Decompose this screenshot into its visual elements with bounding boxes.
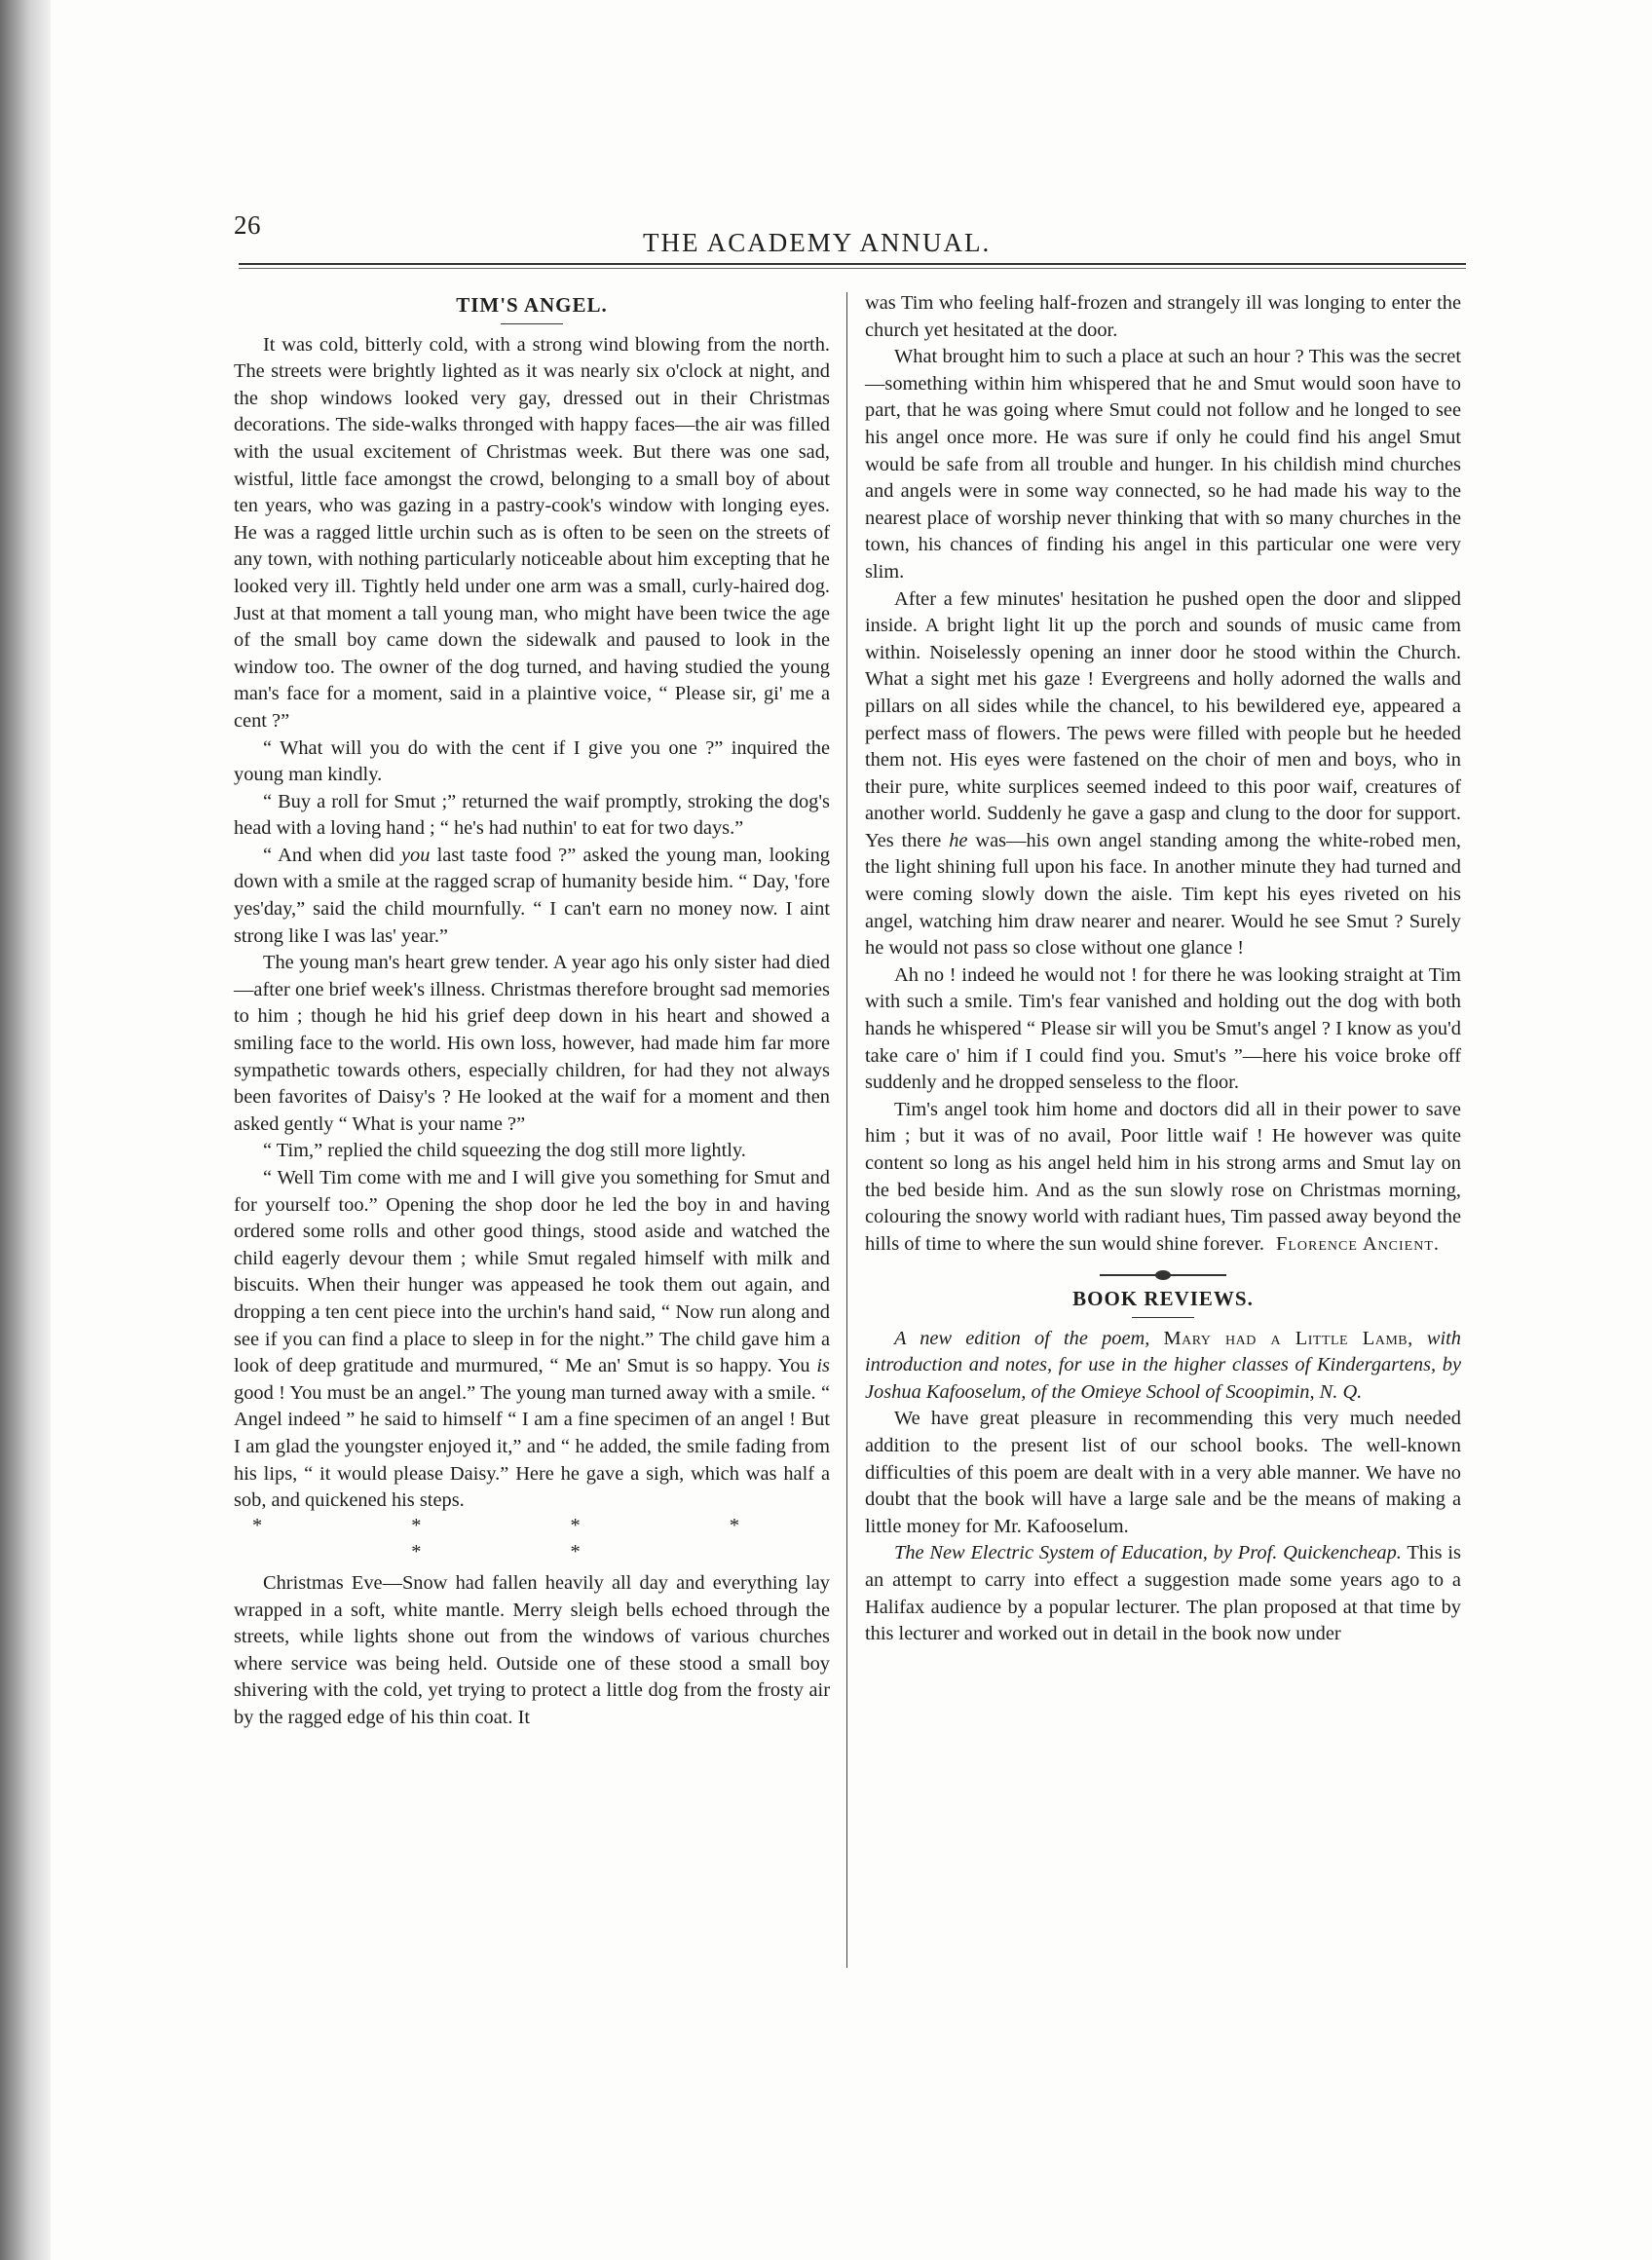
- scan-binding-edge: [0, 0, 51, 2260]
- story-title: TIM'S ANGEL.: [456, 293, 608, 317]
- review-paragraph: We have great pleasure in recommending this very much needed addition to the present list of our school books. The well-known difficulties of this poem are dealt with in a very able manner. We have no doubt that the book will have a large sale and be the means of making a little money for Mr. Kafooselum.: [865, 1408, 1461, 1537]
- story-paragraph: What brought him to such a place at such an hour ? This was the secret—something within him whispered that he and Smut would soon have to part, that he was going where Smut could not follow and he longed to see his angel once more. He was sure if only he could find his angel Smut would be safe from all trouble and hunger. In his childish mind churches and angels were in some way connected, so he had made his way to the nearest place of worship never thinking that with so many churches in the town, his chances of finding his angel in this particular one were very slim.: [865, 346, 1461, 583]
- text-run: good ! You must be an angel.” The young man turned away with a smile. “ Angel indeed ” he said to himself “ I am a fine specimen of an angel ! But I am glad the youngster enjoyed it,” and “ he added, the smile fading from his lips, “ it would please Daisy.” Here he gave a sigh, which was half a sob, and quickened his steps.: [234, 1381, 830, 1512]
- story-paragraph: [234, 843, 830, 950]
- story-paragraph-continued: was Tim who feeling half-frozen and strangely ill was longing to enter the church yet hesitated at the door.: [865, 292, 1461, 341]
- text-run: “ Well Tim come with me and I will give you something for Smut and for yourself too.” Opening the shop door he led the boy in and having ordered some rolls and other good things, stood aside and watched the child eagerly devour them ; while Smut regaled himself with milk and biscuits. When their hunger was appeased he took them out again, and dropping a ten cent piece into the urchin's hand said, “ Now run along and see if you can find a place to sleep in for the night.” The child gave him a look of deep gratitude and murmured, “ Me an' Smut is so happy. You: [234, 1167, 830, 1377]
- title-rule: [501, 323, 563, 324]
- story-paragraph: It was cold, bitterly cold, with a strong wind blowing from the north. The streets were brightly lighted as it was nearly six o'clock at night, and the shop windows looked very gay, dressed out in their Christmas decorations. The side-walks thronged with happy faces—the air was filled with the usual excitement of Christmas week. But there was one sad, wistful, little face amongst the crowd, belonging to a small boy of about ten years, who was gazing in a pastry-cook's window with longing eyes. He was a ragged little urchin such as is often to be seen on the streets of any town, with nothing particularly noticeable about him excepting that he looked very ill. Tightly held under one arm was a small, curly-haired dog. Just at that moment a tall young man, who might have been twice the age of the small boy came down the sidewalk and paused to look in the window too. The owner of the dog turned, and having studied the young man's face for a moment, said in a plaintive voice, “ Please sir, gi' me a cent ?”: [234, 333, 830, 732]
- text-run: This is an attempt to carry into effect a suggestion made some years ago to a Halifax audience by a popular lecturer. The plan proposed at that time by this lecturer and worked out in detail in the book now under: [865, 1542, 1461, 1645]
- text-run: was—his own angel standing among the white-robed men, the light shining full upon his face. In another minute they had turned and were coming slowly down the aisle. Tim kept his eyes riveted on his angel, watching him draw nearer and nearer. Would he see Smut ? Surely he would not pass so close without one glance !: [865, 829, 1461, 960]
- story-paragraph: Christmas Eve—Snow had fallen heavily all day and everything lay wrapped in a soft, white mantle. Merry sleigh bells echoed through the streets, while lights shone out from the windows of various churches where service was being held. Outside one of these stood a small boy shivering with the cold, yet trying to protect a little dog from the frosty air by the ragged edge of his thin coat. It: [234, 1571, 830, 1728]
- right-column: [865, 290, 1461, 1648]
- story-paragraph: [234, 1165, 830, 1515]
- left-column: [234, 290, 830, 1731]
- story-paragraph: “ What will you do with the cent if I give you one ?” inquired the young man kindly.: [234, 736, 830, 786]
- emphasis: you: [400, 844, 431, 866]
- reviews-title-rule: [1132, 1317, 1194, 1318]
- review-lead: A new edition of the poem,: [894, 1327, 1164, 1349]
- review-lead: The New Electric System of Education, by Prof. Quickencheap.: [894, 1542, 1402, 1564]
- page-number: 26: [234, 210, 261, 240]
- running-head: THE ACADEMY ANNUAL.: [643, 228, 992, 257]
- text-run: “ And when did: [263, 844, 401, 866]
- emphasis: is: [816, 1355, 830, 1377]
- reviews-title: BOOK REVIEWS.: [1072, 1286, 1254, 1310]
- text-run: last taste food ?” asked the young man, looking down with a smile at the ragged scrap of humanity beside him. “ Day, 'fore yes'day,” said the child mournfully. “ I can't earn no money now. I aint strong like I was las' year.”: [234, 844, 830, 947]
- review-paragraph: [865, 1540, 1461, 1647]
- story-paragraph: [865, 586, 1461, 962]
- emphasis: he: [949, 829, 968, 851]
- section-break-stars: * * * * * *: [251, 1514, 812, 1563]
- story-paragraph: Tim's angel took him home and doctors did all in their power to save him ; but it was of no avail, Poor little waif ! He however was quite content so long as his angel held him in his strong arms and Smut lay on the bed beside him. And as the sun slowly rose on Christmas morning, colouring the snowy world with radiant hues, Tim passed away beyond the hills of time to where the sun would shine forever.: [865, 1098, 1461, 1255]
- author-signature: Florence Ancient.: [1275, 1233, 1440, 1256]
- story-paragraph: Ah no ! indeed he would not ! for there he was looking straight at Tim with such a smile. Tim's fear vanished and holding out the dog with both hands he whispered “ Please sir will you be Smut's angel ? I know as you'd take care o' him if I could find you. Smut's ”—here his voice broke off suddenly and he dropped senseless to the floor.: [865, 963, 1461, 1094]
- ornamental-rule: [1100, 1270, 1226, 1280]
- header-rule: [239, 263, 1466, 269]
- story-paragraph: The young man's heart grew tender. A year ago his only sister had died—after one brief week's illness. Christmas therefore brought sad memories to him ; though he hid his grief deep down in his heart and showed a smiling face to the world. His own loss, however, had made him far more sympathetic towards others, especially children, for had they not always been favorites of Daisy's ? He looked at the waif for a moment and then asked gently “ What is your name ?”: [234, 952, 830, 1135]
- review-lead: with introduction and notes, for use in the higher classes of Kindergartens, by Joshua Kafooselum, of the Omieye School of Scoopimin, N. Q.: [865, 1327, 1461, 1403]
- column-divider: [846, 292, 847, 1968]
- review-heading: [865, 1326, 1461, 1407]
- text-run: After a few minutes' hesitation he pushed open the door and slipped inside. A bright light lit up the porch and sounds of music came from within. Noiselessly opening an inner door he stood within the Church. What a sight met his gaze ! Evergreens and holly adorned the walls and pillars on all sides while the chancel, to his bewildered eye, appeared a perfect mass of flowers. The pews were filled with people but he heeded them not. His eyes were fastened on the choir of men and boys, who in their pure, white surplices seemed indeed to this poor waif, creatures of another world. Suddenly he gave a gasp and clung to the door for support. Yes there: [865, 587, 1461, 851]
- ornament-dot: [1155, 1270, 1171, 1280]
- review-book-title: Mary had a Little Lamb,: [1163, 1327, 1413, 1349]
- story-paragraph: “ Tim,” replied the child squeezing the dog still more lightly.: [263, 1140, 746, 1162]
- story-paragraph: “ Buy a roll for Smut ;” returned the waif promptly, stroking the dog's head with a loving hand ; “ he's had nuthin' to eat for two days.”: [234, 790, 830, 840]
